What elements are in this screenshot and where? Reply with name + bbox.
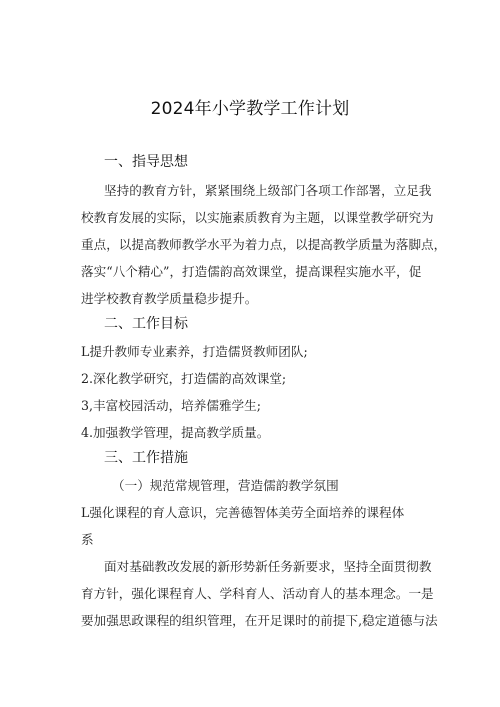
section-heading-work-measures: 三、工作措施 — [104, 450, 188, 466]
paragraph-line: 育方针，强化课程育人、学科育人、活动育人的基本理念。一是 — [81, 586, 434, 601]
point-line: 系 — [81, 532, 94, 547]
paragraph-line: 要加强思政课程的组织管理，在开足课时的前提下,稳定道德与法 — [81, 613, 438, 628]
paragraph-line: 校教育发展的实际，以实施素质教育为主题，以课堂教学研究为 — [81, 210, 434, 225]
section-heading-guiding-ideology: 一、指导思想 — [104, 154, 188, 170]
paragraph-line: 重点，以提高教师教学水平为着力点，以提高教学质量为落脚点， — [81, 237, 447, 252]
paragraph-line: 坚持的教育方针，紧紧围绕上级部门各项工作部署，立足我 — [104, 183, 432, 198]
paragraph-line: 面对基础教改发展的新形势新任务新要求，坚持全面贯彻教 — [104, 559, 432, 574]
point-line: L强化课程的育人意识，完善德智体美劳全面培养的课程体 — [81, 505, 405, 520]
paragraph-line: 进学校教育教学质量稳步提升。 — [81, 291, 258, 306]
document-title: 2024年小学教学工作计划 — [150, 99, 350, 119]
goal-list-item: L提升教师专业素养，打造儒贤教师团队; — [81, 344, 308, 359]
goal-list-item: 3,丰富校园活动，培养儒雅学生; — [81, 398, 261, 413]
section-heading-work-goals: 二、工作目标 — [104, 316, 188, 332]
goal-list-item: 2.深化教学研究，打造儒韵高效课堂; — [81, 371, 287, 386]
subsection-heading: （一）规范常规管理，营造儒韵教学氛围 — [112, 478, 339, 493]
goal-list-item: 4.加强教学管理，提高教学质量。 — [81, 425, 270, 440]
paragraph-line: 落实“八个精心”，打造儒韵高效课堂，提高课程实施水平，促 — [81, 264, 422, 279]
